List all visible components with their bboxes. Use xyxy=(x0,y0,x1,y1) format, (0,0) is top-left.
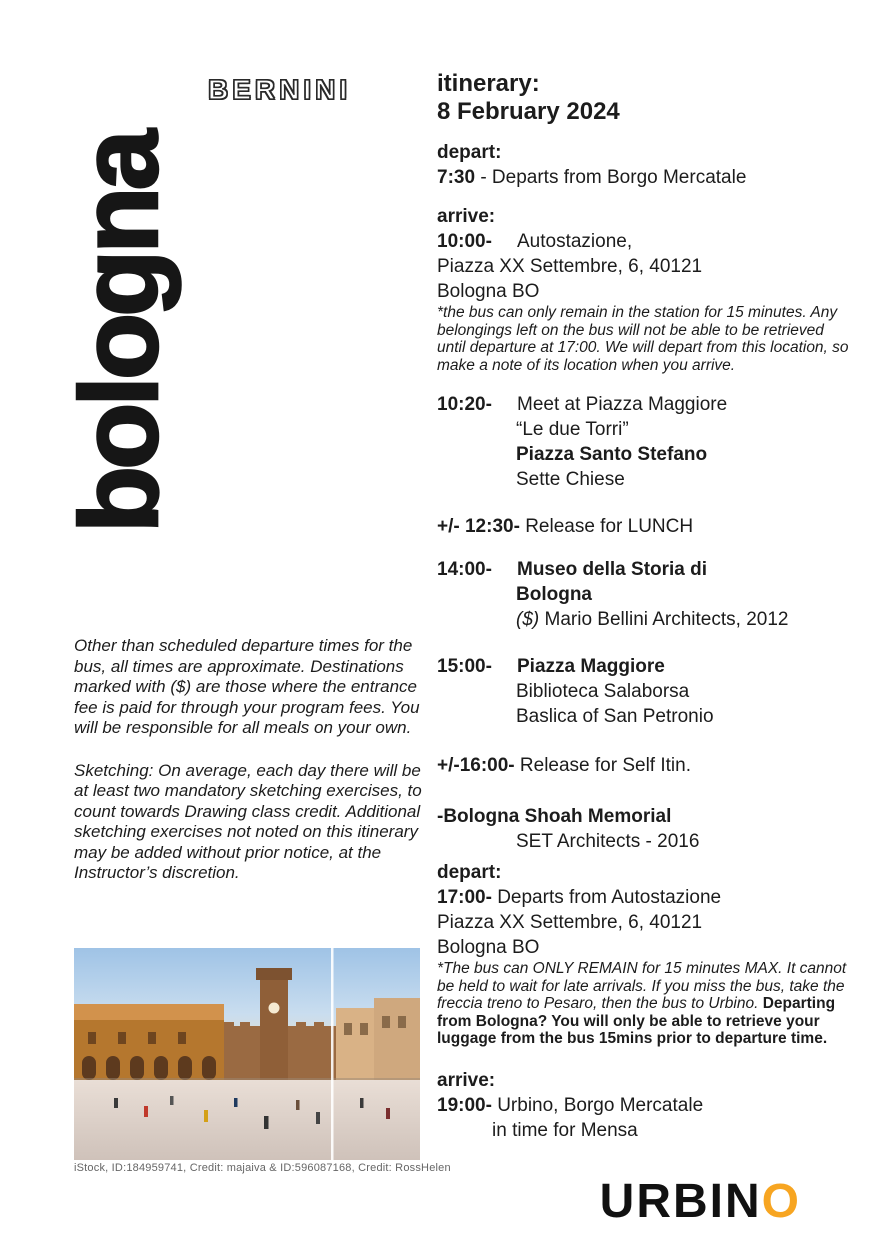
arrive2-time: 19:00- xyxy=(437,1094,492,1116)
piazza-photo-illustration xyxy=(74,948,420,1160)
itinerary-date: 8 February 2024 xyxy=(437,98,620,125)
stop1020-time: 10:20- xyxy=(437,394,492,415)
depart1-line xyxy=(437,165,849,190)
stop1400-credit: Mario Bellini Architects, 2012 xyxy=(544,609,789,630)
arrive2-line2: in time for Mensa xyxy=(492,1119,638,1141)
arrive1-time: 10:00- xyxy=(437,231,492,252)
itinerary-heading: itinerary: xyxy=(437,70,540,97)
depart2-label: depart: xyxy=(437,862,502,883)
depart2-text: Departs from Autostazione xyxy=(497,887,722,908)
depart2-note-italic: *The bus can ONLY REMAIN for 15 minutes MAX. It cannot be held to wait for late arrivals. If you miss the bus, take the freccia treno to Pesaro, then the bus to Urbino. xyxy=(437,960,847,1012)
depart2-address2: Bologna BO xyxy=(437,937,540,958)
program-name: BERNINI xyxy=(208,74,352,105)
urbino-logo xyxy=(600,1174,801,1229)
depart1-time: 7:30 xyxy=(437,167,476,188)
depart2-address1: Piazza XX Settembre, 6, 40121 xyxy=(437,912,703,933)
lunch-text: Release for LUNCH xyxy=(525,516,694,537)
depart1-text: - Departs from Borgo Mercatale xyxy=(480,167,747,188)
depart2-note-bold: Departing from Bologna? You will only be able to retrieve your luggage from the bus 15mins prior to departure time. xyxy=(437,995,836,1047)
stop1500-line3: Baslica of San Petronio xyxy=(516,706,714,727)
arrive2-line xyxy=(437,1093,849,1118)
stop1020-text: Meet at Piazza Maggiore xyxy=(517,394,728,415)
depart2-time: 17:00- xyxy=(437,887,492,908)
stop1500-line1 xyxy=(437,654,849,679)
memorial-line2: SET Architects - 2016 xyxy=(516,831,700,852)
selfitin-text: Release for Self Itin. xyxy=(519,755,691,776)
photo-credit: iStock, ID:184959741, Credit: majaiva & ID:596087168, Credit: RossHelen xyxy=(74,1162,451,1174)
arrive2-text: Urbino, Borgo Mercatale xyxy=(497,1094,704,1116)
arrive1-label: arrive: xyxy=(437,206,496,227)
memorial-line1: -Bologna Shoah Memorial xyxy=(437,806,672,827)
stop1020-line3: Piazza Santo Stefano xyxy=(516,444,708,465)
arrive2-label: arrive: xyxy=(437,1069,496,1091)
lunch-time: +/- 12:30- xyxy=(437,516,520,537)
depart1-label: depart: xyxy=(437,142,502,163)
side-note-paragraph1: Other than scheduled departure times for the bus, all times are approximate. Destinations marked with ($) are those where the entrance fee is paid for through your program fees. You will be responsible for all meals on your own. xyxy=(74,636,420,737)
stop1400-text: Museo della Storia di xyxy=(517,559,708,580)
selfitin-time: +/-16:00- xyxy=(437,755,515,776)
stop1400-line2: Bologna xyxy=(516,584,592,605)
selfitin-line xyxy=(437,753,849,778)
arrive1-note: *the bus can only remain in the station for 15 minutes. Any belongings left on the bus will not be able to be retrieved until departure at 17:00. We will depart from this location, so make a note of its location when you arrive. xyxy=(437,304,849,374)
lunch-line xyxy=(437,514,849,539)
stop1020-line4: Sette Chiese xyxy=(516,469,625,490)
depart2-note xyxy=(437,960,849,1048)
city-title-vertical: bologna xyxy=(58,133,181,533)
paid-symbol: ($) xyxy=(516,609,540,630)
stop1400-line1 xyxy=(437,557,849,582)
arrive1-address1: Piazza XX Settembre, 6, 40121 xyxy=(437,256,703,277)
stop1400-credit-line xyxy=(437,607,849,632)
stop1500-time: 15:00- xyxy=(437,656,492,677)
side-note-paragraph2: Sketching: On average, each day there will be at least two mandatory sketching exercises, to count towards Drawing class credit. Additional sketching exercises not noted on this itinerary may be added without prior notice, at the Instructor’s discretion. xyxy=(74,760,422,882)
arrive1-line xyxy=(437,229,849,254)
side-notes xyxy=(74,636,428,906)
itinerary-column xyxy=(437,70,849,1143)
arrive1-address2: Bologna BO xyxy=(437,281,540,302)
stop1020-line1 xyxy=(437,392,849,417)
urbino-logo-orange-o: O xyxy=(761,1175,801,1228)
piazza-maggiore-photo xyxy=(74,948,420,1160)
stop1400-time: 14:00- xyxy=(437,559,492,580)
urbino-logo-black: URBIN xyxy=(599,1175,762,1228)
depart2-line xyxy=(437,885,849,910)
stop1500-text: Piazza Maggiore xyxy=(517,656,665,677)
arrive1-place: Autostazione, xyxy=(517,231,633,252)
stop1500-line2: Biblioteca Salaborsa xyxy=(516,681,690,702)
stop1020-line2: “Le due Torri” xyxy=(516,419,629,440)
